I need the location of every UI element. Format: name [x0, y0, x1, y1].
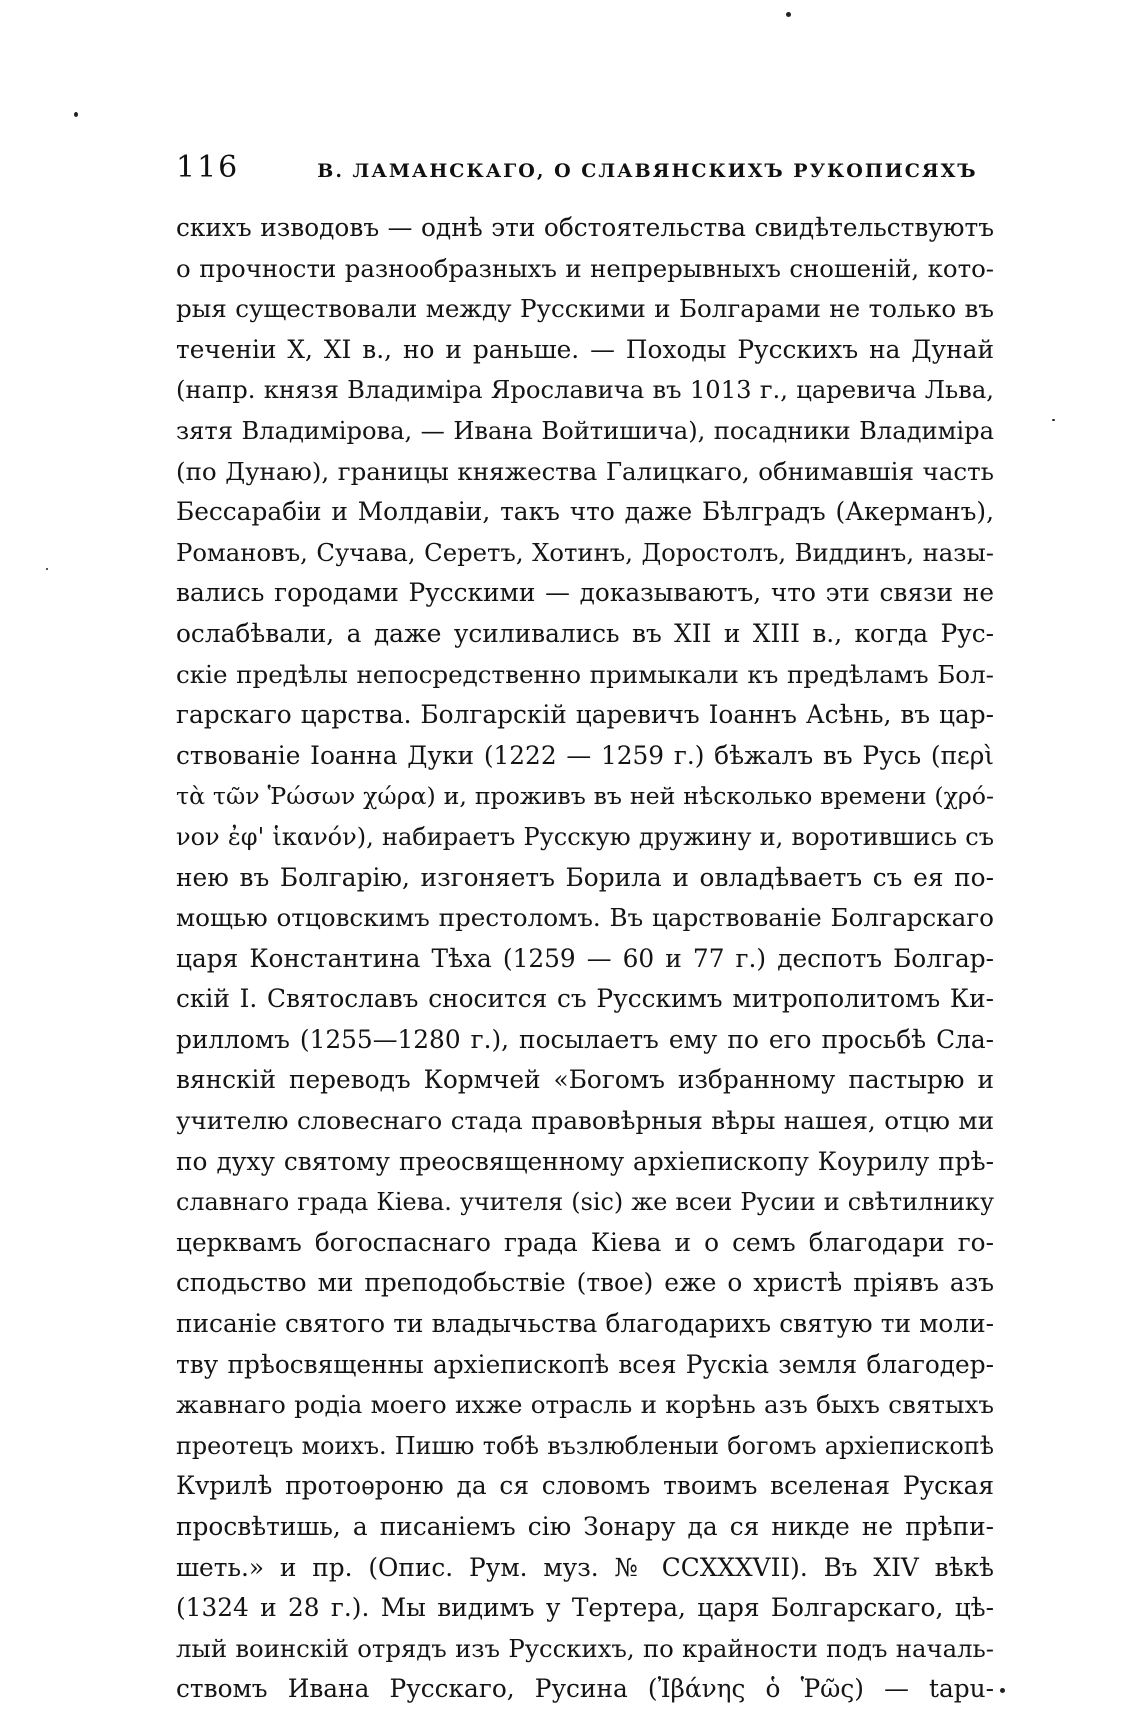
- text-line: гарскаго царства. Болгарскій царевичъ Іоаннъ Асѣнь, въ цар-: [176, 700, 994, 730]
- text-line: мощью отцовскимъ престоломъ. Въ царствованіе Болгарскаго: [176, 903, 994, 933]
- text-line: нею въ Болгарію, изгоняетъ Борила и овладѣваетъ съ ея по-: [176, 862, 994, 892]
- text-line: сподьство ми преподобьствіе (твое) еже о христѣ пріявъ азъ: [176, 1268, 994, 1298]
- text-line: просвѣтишь, а писаніемъ сію Зонару да ся никде не прѣпи-: [176, 1512, 994, 1541]
- scan-speck: [1052, 419, 1055, 421]
- text-line: писаніе святого ти владычьства благодарихъ святую ти моли-: [176, 1309, 994, 1339]
- scan-speck: [1000, 1688, 1005, 1693]
- running-title: В. ЛАМАНСКАГО, О СЛАВЯНСКИХЪ РУКОПИСЯХЪ: [317, 160, 978, 182]
- text-line: Романовъ, Сучава, Серетъ, Хотинъ, Доростолъ, Виддинъ, назы-: [176, 537, 994, 567]
- text-line: скіе предѣлы непосредственно примыкали къ предѣламъ Бол-: [176, 659, 994, 689]
- text-line: по духу святому преосвященному архіепископу Коурилу прѣ-: [176, 1146, 994, 1176]
- page-number: 116: [176, 150, 240, 185]
- text-line: νον ἐφ' ἱκανόν), набираетъ Русскую дружину и, воротившись съ: [176, 822, 994, 851]
- scan-speck: [786, 12, 791, 17]
- text-line: Бессарабіи и Молдавіи, такъ что даже Бѣлградъ (Акерманъ),: [176, 497, 994, 527]
- text-line: скій I. Святославъ сносится съ Русскимъ митрополитомъ Ки-: [176, 984, 994, 1014]
- text-line: царя Константина Тѣха (1259 — 60 и 77 г.) деспотъ Болгар-: [176, 943, 994, 973]
- text-line: ствованіе Іоанна Дуки (1222 — 1259 г.) бѣжалъ въ Русь (περὶ: [176, 740, 994, 770]
- text-line: зятя Владиміровa, — Ивана Войтишича), посадники Владиміра: [176, 416, 994, 445]
- text-line: скихъ изводовъ — однѣ эти обстоятельства свидѣтельствуютъ: [176, 213, 994, 242]
- running-head: [176, 150, 996, 190]
- text-line: славнаго града Кіева. учителя (sic) же всеи Русии и свѣтилнику: [176, 1188, 994, 1217]
- text-line: тву прѣосвященны архіепископѣ всея Рускіа земля благодер-: [176, 1349, 994, 1379]
- text-line: церквамъ богоспаснаго града Кіева и о семъ благодари го-: [176, 1227, 994, 1257]
- text-line: вянскій переводъ Кормчей «Богомъ избранному пастырю и: [176, 1065, 994, 1095]
- scan-speck: [46, 568, 48, 570]
- text-line: вались городами Русскими — доказываютъ, что эти связи не: [176, 578, 994, 608]
- text-line: Кvрилѣ протоѳроню да ся словомъ твоимъ вселеная Руская: [176, 1471, 994, 1501]
- text-line: лый воинскій отрядъ изъ Русскихъ, по крайности подъ началь-: [176, 1633, 994, 1663]
- text-line: жавнаго родіа моего ихже отрасль и корѣнь азъ быхъ святыхъ: [176, 1390, 994, 1420]
- text-line: о прочности разнообразныхъ и непрерывныхъ сношеній, кото-: [176, 253, 994, 283]
- text-line: рилломъ (1255—1280 г.), посылаетъ ему по его просьбѣ Сла-: [176, 1024, 994, 1054]
- text-line: (по Дунаю), границы княжества Галицкаго, обнимавшія часть: [176, 456, 994, 486]
- text-line: преотецъ моихъ. Пишю тобѣ възлюбленыи богомъ архіепископѣ: [176, 1431, 994, 1460]
- text-line: учителю словеснаго стада правовѣрныя вѣры нашея, отцю ми: [176, 1106, 994, 1136]
- body-text: [176, 208, 994, 1710]
- text-line: теченіи X, XI в., но и раньше. — Походы Русскихъ на Дунай: [176, 334, 994, 364]
- text-line: ствомъ Ивана Русскаго, Русина (Ἰβάνης ὁ Ῥῶς) — tapu-: [176, 1674, 994, 1704]
- text-line: рыя существовали между Русскими и Болгарами не только въ: [176, 294, 994, 324]
- text-line: (1324 и 28 г.). Мы видимъ у Тертера, царя Болгарскаго, цѣ-: [176, 1593, 994, 1623]
- text-line: ослабѣвали, а даже усиливались въ XII и XIII в., когда Рус-: [176, 618, 994, 648]
- text-line: τὰ τῶν Ῥώσων χώρα) и, проживъ въ ней нѣсколько времени (χρό-: [176, 782, 994, 811]
- text-line: шеть.» и пр. (Опис. Рум. муз. № CCXXXVII). Въ XIV вѣкѣ: [176, 1552, 994, 1582]
- scan-speck: [74, 112, 78, 117]
- text-line: (напр. князя Владиміра Ярославича въ 1013 г., царевича Льва,: [176, 375, 994, 405]
